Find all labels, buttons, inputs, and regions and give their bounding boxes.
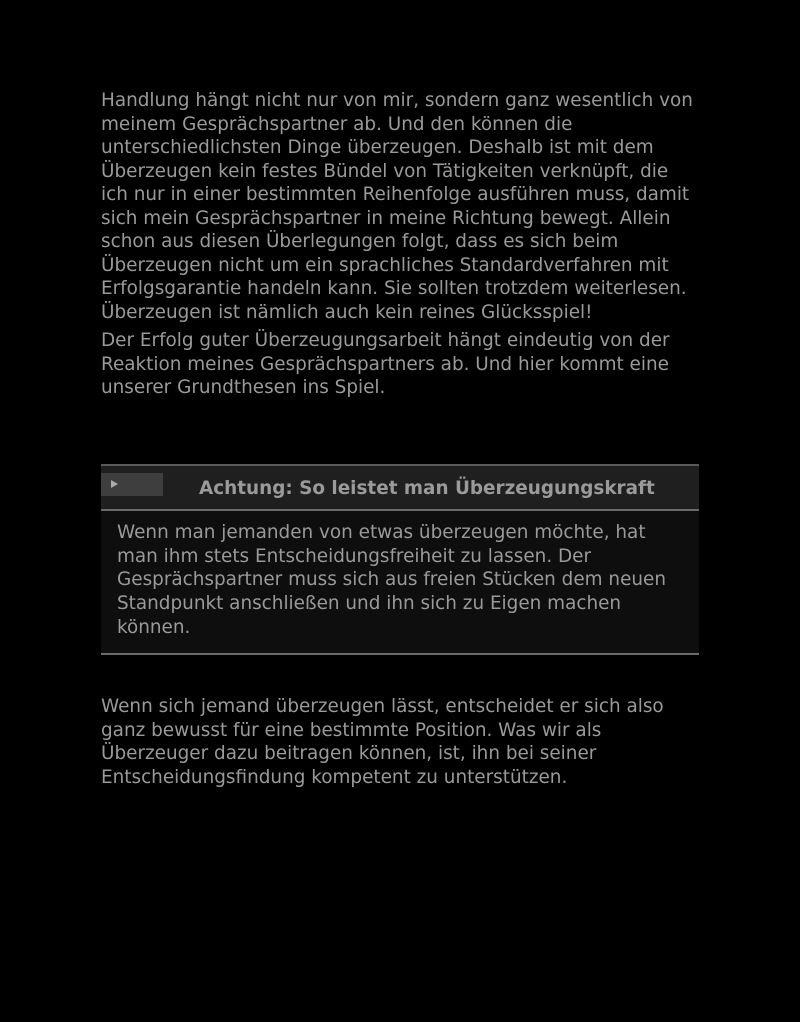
callout-title: Achtung: So leistet man Überzeugungskraft	[199, 478, 655, 499]
play-icon	[111, 480, 118, 488]
paragraph: Der Erfolg guter Überzeugungsarbeit hängt eindeutig von der Reaktion meines Gesprächspartners ab. Und hier kommt eine unserer Grundthesen ins Spiel.	[101, 330, 670, 398]
callout-header	[101, 466, 699, 511]
paragraph: Wenn sich jemand überzeugen lässt, entscheidet er sich also ganz bewusst für eine bestimmte Position. Was wir als Überzeuger dazu beitragen können, ist, ihn bei seiner Entscheidungsfindung kompetent zu unterstützen.	[101, 696, 664, 788]
callout-marker	[101, 473, 163, 496]
paragraph: Handlung hängt nicht nur von mir, sondern ganz wesentlich von meinem Gesprächspartner ab. Und den können die unterschiedlichsten Dinge überzeugen. Deshalb ist mit dem Überzeugen kein festes Bündel von Tätigkeiten verknüpft, die ich nur in einer bestimmten Reihenfolge ausführen muss, damit sich mein Gesprächspartner in meine Richtung bewegt. Allein schon aus diesen Überlegungen folgt, dass es sich beim Überzeugen nicht um ein sprachliches Standardverfahren mit Erfolgsgarantie handeln kann. Sie sollten trotzdem weiterlesen. Überzeugen ist nämlich auch kein reines Glücksspiel!	[101, 90, 693, 323]
text-block-before	[101, 89, 699, 400]
callout-body: Wenn man jemanden von etwas überzeugen möchte, hat man ihm stets Entscheidungsfreiheit zu lassen. Der Gesprächspartner muss sich aus freien Stücken dem neuen Standpunkt anschließen und ihn sich zu Eigen machen können.	[117, 522, 667, 638]
text-block-after	[101, 695, 699, 789]
attention-callout-box	[101, 464, 699, 655]
